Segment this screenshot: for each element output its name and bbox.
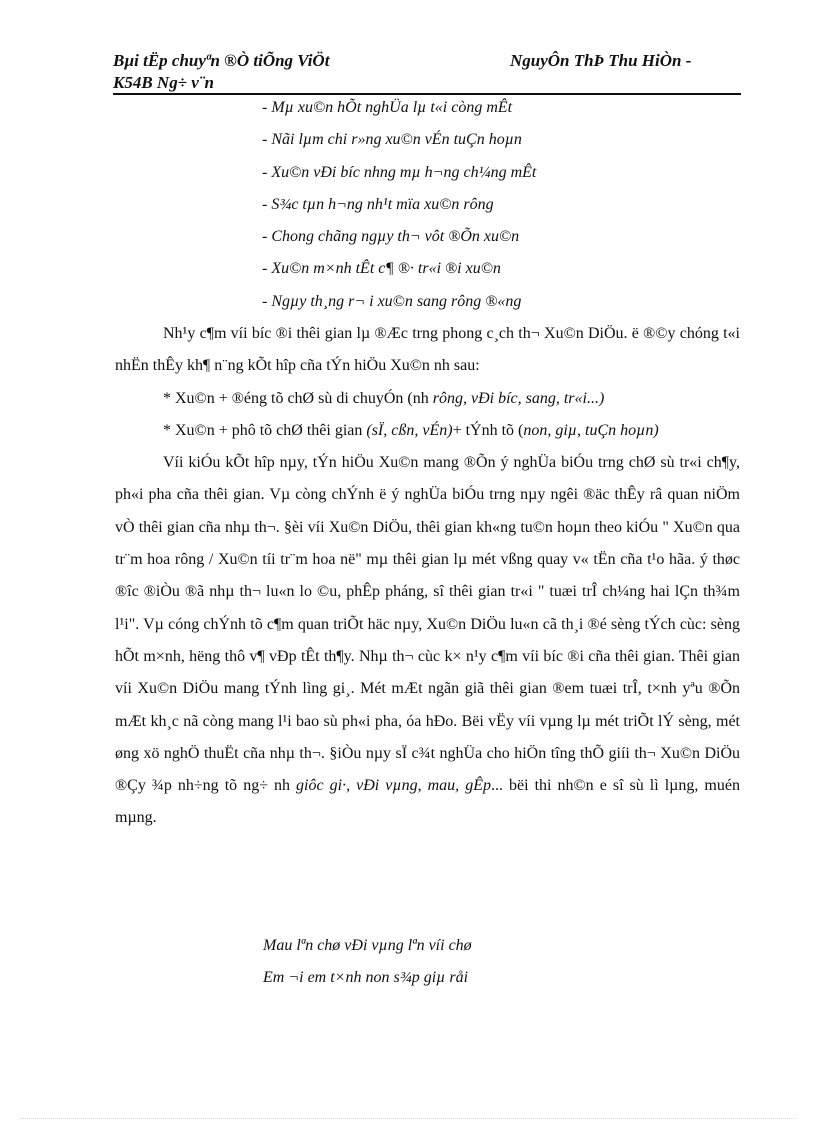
body-text bbox=[115, 318, 740, 835]
poem-quote bbox=[263, 930, 472, 994]
quote-line-2: Em ¬i em t×nh non s¾p giµ råi bbox=[263, 969, 469, 986]
paragraph-analysis bbox=[115, 447, 740, 835]
list-item: - Xu©n m×nh tÊt c¶ ®· tr«i ®i xu©n bbox=[262, 260, 501, 278]
paragraph-intro: Nh¹y c¶m víi bíc ®i thêi gian lµ ®Æc trng phong c¸ch th¬ Xu©n DiÖu. ë ®©y chóng t«i nhËn thÊy kh¶ n¨ng kÕt hîp cña tÝn hiÖu Xu©n nh sau: bbox=[115, 325, 740, 375]
poem-excerpt-list bbox=[262, 97, 536, 323]
list-item: - Ngµy th¸ng r¬ i xu©n sang rông ®«ng bbox=[262, 292, 522, 310]
list-item: - Xu©n vÐi bíc nhng mµ h¬ng ch¼ng mÊt bbox=[262, 163, 537, 181]
list-item: - S¾c tµn h¬ng nh¹t mïa xu©n rông bbox=[262, 195, 494, 213]
page-bottom-border bbox=[20, 1118, 796, 1119]
list-item: - Chong chãng ngµy th¬ vôt ®Õn xu©n bbox=[262, 228, 520, 246]
header-class: K54B Ng÷ v¨n bbox=[113, 73, 214, 92]
verb-combo-text: * Xu©n + ®éng tõ chØ sù di chuyÓn (nh bbox=[163, 389, 433, 407]
analysis-examples: giôc gi·, vÐi vµng, mau, gÊp bbox=[296, 777, 491, 795]
analysis-text: Víi kiÓu kÕt hîp nµy, tÝn hiÖu Xu©n mang ®Õn ý nghÜa biÓu trng chØ sù tr«i ch¶y, ph«i pha cña thêi gian. Vµ còng chÝnh ë ý nghÜa biÓu trng nµy ngêi ®äc thÊy râ quan niÖm vÒ thêi gian cña nhµ th¬. §èi víi Xu©n DiÖu, thêi gian kh«ng tu©n hoµn theo kiÓu " Xu©n qua tr¨m hoa rông / Xu©n tíi tr¨m hoa në" mµ thêi gian lµ mét vßng quay v« tËn cña t¹o hãa. ý thøc ®îc ®iÒu ®ã nhµ th¬ lu«n lo ©u, phÊp pháng, sî thêi gian tr«i " tuæi trÎ ch¼ng hai lÇn th¾m l¹i". Vµ cóng chÝnh tõ c¶m quan triÕt häc nµy, Xu©n DiÖu lu«n cã th¸i ®é sèng tÝch cùc: sèng hÕt m×nh, hëng thô v¶ vÐp tÊt th¶y. Nhµ th¬ cùc k× n¹y c¶m víi bíc ®i cña thêi gian. Thêi gian víi Xu©n DiÖu mang tÝnh lìng gi¸. Mét mÆt ngãn giã thêi gian ®em tuæi trÎ, t×nh yªu ®Õn mÆt kh¸c nã còng mang l¹i bao sù ph«i pha, óa hÐo. Bëi vËy víi vµng lµ mét triÕt lÝ sèng, mét øng xö nghÖ thuËt cña nhµ th¬. §iÒu nµy sÏ c¾t nghÜa cho hiÖn tîng thÕ giíi th¬ Xu©n DiÖu ®Çy ¾p nh÷ng tõ ng÷ nh bbox=[115, 454, 740, 795]
paragraph-verb-combination bbox=[115, 383, 740, 415]
adjective-combo-text: + tÝnh tõ ( bbox=[452, 421, 524, 439]
paragraph-adverb-combination bbox=[115, 415, 740, 447]
header-divider bbox=[113, 93, 741, 95]
analysis-ending: ... bëi thi nh©n e sî sù lì lµng, muén mµng. bbox=[115, 777, 740, 827]
adjective-examples: non, giµ, tuÇn hoµn) bbox=[523, 421, 659, 439]
header-title: Bµi tËp chuyªn ®Ò tiÕng ViÖt bbox=[113, 51, 330, 70]
time-word-examples: (sÏ, cßn, vÉn) bbox=[366, 421, 453, 439]
header-author: NguyÔn ThÞ Thu HiÒn - bbox=[510, 51, 692, 70]
quote-line-1: Mau lªn chø vÐi vµng lªn víi chø bbox=[263, 937, 472, 954]
list-item: - Nãi lµm chi r»ng xu©n vÉn tuÇn hoµn bbox=[262, 131, 522, 149]
verb-examples: rông, vÐi bíc, sang, tr«i...) bbox=[432, 389, 605, 407]
adverb-combo-text: * Xu©n + phô tõ chØ thêi gian bbox=[163, 421, 367, 439]
list-item: - Mµ xu©n hÕt nghÜa lµ t«i còng mÊt bbox=[262, 99, 513, 116]
